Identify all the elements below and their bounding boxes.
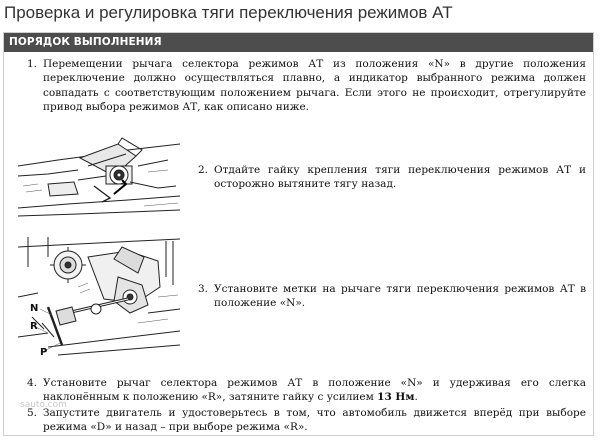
step-number: 5. [27, 407, 38, 419]
page-title: Проверка и регулировка тяги переключения режимов АТ [4, 3, 453, 22]
step-text: Установите метки на рычаге тяги переключения режимов АТ в положение «N». [214, 283, 586, 310]
step-3 [198, 282, 586, 311]
step-text: Отдайте гайку крепления тяги переключения режимов АТ и осторожно вытяните тягу назад. [214, 164, 586, 191]
section-header: ПОРЯДОК ВЫПОЛНЕНИЯ [4, 33, 593, 52]
label-n: N [30, 303, 39, 314]
instruction-panel [3, 32, 594, 436]
step-text: Запустите двигатель и удостоверьтесь в том, что автомобиль движется вперёд при выборе режима «D» и назад – при выборе режима «R». [43, 407, 586, 434]
step-5 [27, 406, 586, 435]
step-number: 2. [198, 164, 209, 176]
step-number: 3. [198, 283, 209, 295]
step-1 [27, 57, 586, 114]
step-text: Перемещении рычага селектора режимов АТ из положения «N» в другие положения переключение должно осуществляться плавно, а индикатор выбранного режима должен совпадать с соответствующим положением рычага. Если этого не происходит, отрегулируйте привод выбора режимов АТ, как описано ниже. [43, 58, 586, 113]
selector-lever-marks-illustration [18, 237, 180, 361]
step-4 [27, 376, 586, 405]
label-p: P [40, 347, 48, 358]
label-r: R [30, 321, 38, 332]
watermark: sauto.com [20, 400, 67, 410]
step-text-after: . [414, 391, 418, 404]
linkage-nut-illustration [18, 136, 180, 223]
step-number: 4. [27, 377, 38, 389]
step-number: 1. [27, 58, 38, 70]
step-text-before: Установите рычаг селектора режимов АТ в положение «N» и удерживая его слегка наклонённым к положению «R», затяните гайку с усилием [43, 377, 586, 404]
torque-value: 13 Нм [377, 391, 415, 404]
step-2 [198, 163, 586, 192]
